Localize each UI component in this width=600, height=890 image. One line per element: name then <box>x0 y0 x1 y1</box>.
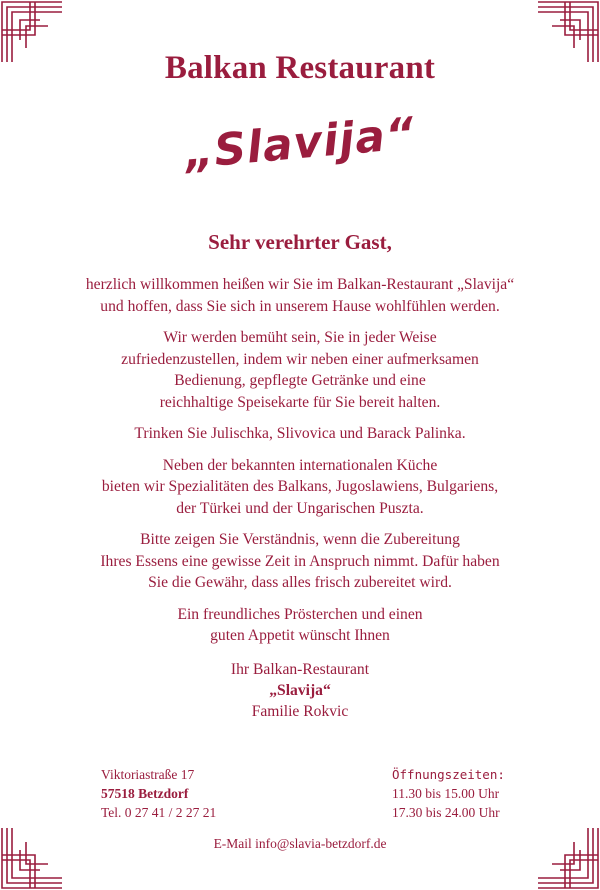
text-line: zufriedenzustellen, indem wir neben einer aufmerksamen <box>121 350 479 368</box>
address-street: Viktoriastraße 17 <box>101 767 195 782</box>
signature <box>40 659 560 722</box>
text-line: Ein freundliches Prösterchen und einen <box>177 605 423 623</box>
text-line: herzlich willkommen heißen wir Sie im Balkan-Restaurant „Slavija“ <box>85 276 515 293</box>
text-line: Neben der bekannten internationalen Küche <box>162 456 438 474</box>
signature-family: Familie Rokvic <box>251 702 349 720</box>
paragraph-cuisine <box>40 455 560 520</box>
paragraph-service <box>40 327 560 413</box>
address-block <box>101 765 216 822</box>
text-line: Bedienung, gepflegte Getränke und eine <box>174 372 426 389</box>
page-title: Balkan Restaurant <box>164 50 436 86</box>
signature-line: Ihr Balkan-Restaurant <box>230 660 370 678</box>
opening-hours-slot: 11.30 bis 15.00 Uhr <box>392 786 500 801</box>
paragraph-drinks <box>40 423 560 445</box>
opening-hours-slot: 17.30 bis 24.00 Uhr <box>392 805 500 820</box>
email-link[interactable]: E-Mail info@slavia-betzdorf.de <box>213 836 387 851</box>
text-line: Sie die Gewähr, dass alles frisch zubereitet wird. <box>148 574 452 591</box>
opening-hours-label: Öffnungszeiten: <box>392 767 505 782</box>
text-line: Wir werden bemüht sein, Sie in jeder Weise <box>163 329 437 346</box>
greeting-heading: Sehr verehrter Gast, <box>208 230 392 254</box>
text-line: der Türkei und der Ungarischen Puszta. <box>176 499 424 517</box>
paragraph-closing <box>40 604 560 647</box>
phone-number: Tel. 0 27 41 / 2 27 21 <box>101 805 217 820</box>
text-line: und hoffen, dass Sie sich in unserem Hause wohlfühlen werden. <box>100 297 500 315</box>
opening-hours <box>392 765 505 822</box>
text-line: Trinken Sie Julischka, Slivovica und Barack Palinka. <box>134 425 466 442</box>
text-line: guten Appetit wünscht Ihnen <box>210 627 390 644</box>
text-line: Ihres Essens eine gewisse Zeit in Anspruch nimmt. Dafür haben <box>100 552 500 570</box>
welcome-text <box>40 274 560 722</box>
text-line: reichhaltige Speisekarte für Sie bereit halten. <box>159 393 441 411</box>
address-city: 57518 Betzdorf <box>101 786 189 801</box>
signature-name: „Slavija“ <box>269 681 331 699</box>
paragraph-preparation <box>40 529 560 594</box>
restaurant-logo-text: „Slavija“ <box>182 108 418 179</box>
text-line: Bitte zeigen Sie Verständnis, wenn die Zubereitung <box>140 531 460 548</box>
paragraph-welcome <box>40 274 560 317</box>
text-line: bieten wir Spezialitäten des Balkans, Jugoslawiens, Bulgariens, <box>101 478 499 495</box>
